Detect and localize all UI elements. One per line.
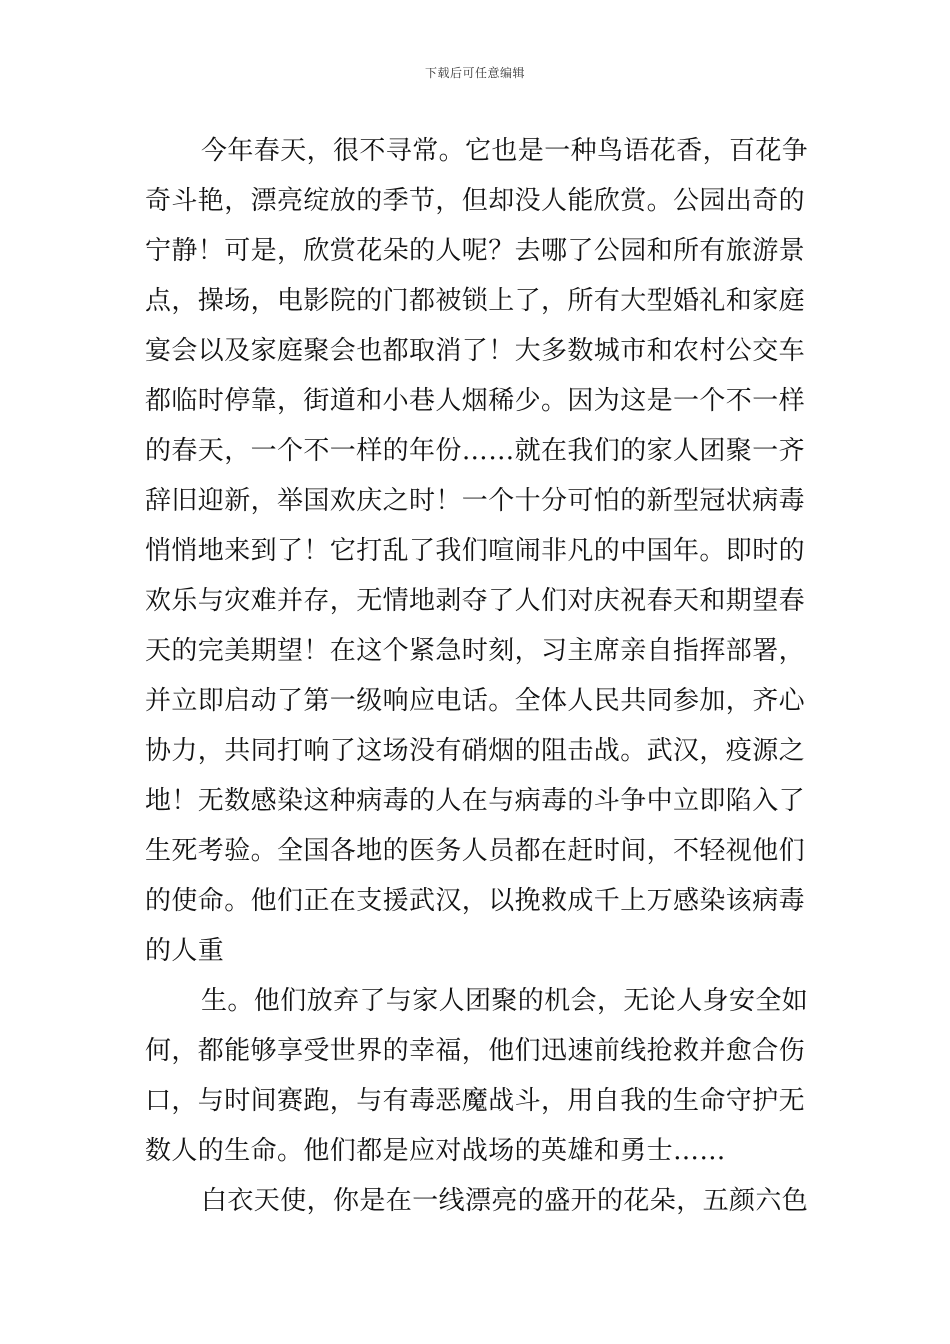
paragraph-line: 口，与时间赛跑，与有毒恶魔战斗，用自我的生命守护无: [145, 1086, 806, 1116]
paragraph-line: 欢乐与灾难并存，无情地剥夺了人们对庆祝春天和期望春: [145, 586, 806, 616]
paragraph-line: 点，操场，电影院的门都被锁上了，所有大型婚礼和家庭: [145, 286, 806, 316]
paragraph-line: 地！无数感染这种病毒的人在与病毒的斗争中立即陷入了: [145, 786, 806, 816]
paragraph-line: 奇斗艳，漂亮绽放的季节，但却没人能欣赏。公园出奇的: [145, 186, 806, 216]
paragraph-line: 宴会以及家庭聚会也都取消了！大多数城市和农村公交车: [145, 336, 806, 366]
paragraph-line: 何，都能够享受世界的幸福，他们迅速前线抢救并愈合伤: [145, 1036, 806, 1066]
paragraph-line: 生。他们放弃了与家人团聚的机会，无论人身安全如: [201, 986, 809, 1016]
paragraph-line: 的人重: [145, 936, 225, 966]
paragraph-line: 的春天，一个不一样的年份……就在我们的家人团聚一齐: [145, 436, 806, 466]
paragraph-line: 的使命。他们正在支援武汉，以挽救成千上万感染该病毒: [145, 886, 806, 916]
paragraph-line: 今年春天，很不寻常。它也是一种鸟语花香，百花争: [201, 136, 809, 166]
paragraph-line: 天的完美期望！在这个紧急时刻，习主席亲自指挥部署，: [145, 636, 806, 666]
page-header: 下载后可任意编辑: [424, 66, 525, 80]
paragraph-line: 白衣天使，你是在一线漂亮的盛开的花朵，五颜六色: [201, 1186, 809, 1216]
paragraph-line: 生死考验。全国各地的医务人员都在赶时间，不轻视他们: [145, 836, 806, 866]
paragraph-line: 数人的生命。他们都是应对战场的英雄和勇士……: [145, 1136, 726, 1166]
body-text: [145, 126, 807, 1226]
paragraph-line: 协力，共同打响了这场没有硝烟的阻击战。武汉，疫源之: [145, 736, 806, 766]
paragraph-line: 辞旧迎新，举国欢庆之时！一个十分可怕的新型冠状病毒: [145, 486, 806, 516]
paragraph-line: 宁静！可是，欣赏花朵的人呢？去哪了公园和所有旅游景: [145, 236, 806, 266]
paragraph-line: 都临时停靠，街道和小巷人烟稀少。因为这是一个不一样: [145, 386, 806, 416]
paragraph-line: 悄悄地来到了！它打乱了我们喧闹非凡的中国年。即时的: [145, 536, 806, 566]
paragraph-line: 并立即启动了第一级响应电话。全体人民共同参加，齐心: [145, 686, 806, 716]
